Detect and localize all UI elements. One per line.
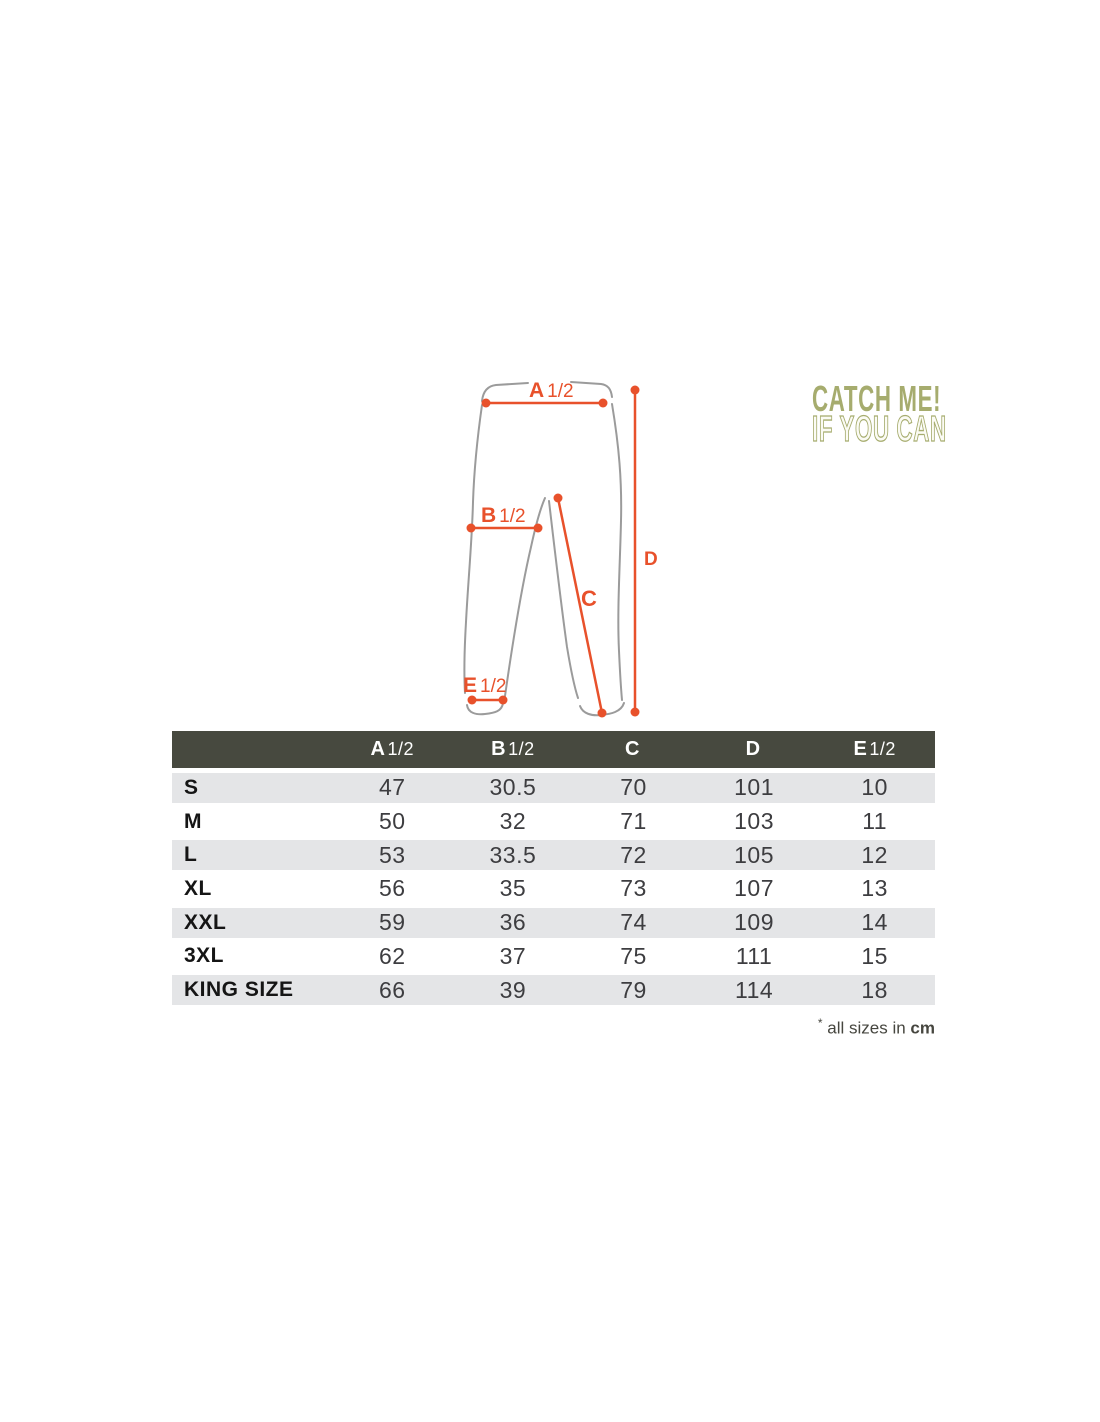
footnote-unit: cm [910,1018,935,1038]
size-row-l [172,838,935,872]
size-value-b: 37 [499,942,527,969]
size-row-m [172,805,935,839]
measure-label-a-fraction: 1/2 [547,381,574,402]
measure-dot [482,399,491,408]
size-value-c: 73 [620,875,647,902]
waist-top-left [482,383,528,401]
size-table-header [172,731,935,771]
size-value-d: 114 [734,976,774,1003]
measure-dot [599,399,608,408]
measure-dot [631,386,640,395]
size-value-a: 59 [379,909,406,936]
size-value-b: 35 [499,875,527,902]
col-header-a-fraction: 1/2 [387,739,415,759]
brand-slogan-line1-text: CATCH ME! [812,378,942,419]
col-header-e [814,738,935,761]
col-header-c-letter: C [625,738,640,760]
size-value-e: 13 [861,875,888,902]
left-cuff-hem [467,703,503,714]
size-value-c: 71 [620,808,647,835]
size-row-xxl [172,906,935,940]
size-value-c: 70 [620,774,647,801]
size-label: XXL [184,910,227,934]
measure-label-e [463,674,506,697]
footnote-text: all sizes in [827,1018,906,1038]
size-value-a: 53 [379,841,406,868]
size-value-b: 32 [499,808,527,835]
size-value-e: 18 [861,976,888,1003]
size-value-b: 36 [499,909,527,936]
measure-label-d-letter: D [644,549,658,570]
size-row-king-size [172,973,935,1007]
size-value-c: 75 [620,942,647,969]
size-value-a: 50 [379,808,406,835]
measure-label-c-letter: C [581,586,597,611]
measure-label-c [581,586,597,611]
size-value-e: 15 [861,942,888,969]
size-value-d: 105 [734,841,775,868]
col-header-b-fraction: 1/2 [508,739,535,759]
waist-top-right [571,382,612,397]
col-header-e-letter: E [853,738,868,760]
measure-label-a-letter: A [529,379,545,402]
size-value-d: 111 [735,942,773,969]
size-value-e: 12 [861,841,888,868]
size-value-b: 39 [499,976,527,1003]
col-header-d-letter: D [745,738,761,760]
size-value-c: 79 [620,976,647,1003]
units-footnote [818,1016,935,1039]
size-value-a: 66 [379,976,406,1003]
col-header-e-fraction: 1/2 [869,739,896,759]
size-value-d: 107 [734,875,775,902]
size-value-b: 33.5 [489,841,537,868]
size-label: XL [184,876,212,900]
brand-slogan-line2-text: IF YOU CAN [812,408,947,449]
measurement-lines [467,386,640,718]
size-row-3xl [172,940,935,974]
size-value-c: 74 [620,909,647,936]
measure-label-b-fraction: 1/2 [499,506,526,527]
measure-dot [631,708,640,717]
size-value-a: 62 [379,942,406,969]
measure-dot [598,709,607,718]
brand-slogan [812,378,1029,449]
measure-label-b [481,504,526,527]
size-value-e: 10 [861,774,888,801]
measure-label-e-letter: E [463,674,478,697]
left-outer-seam [464,405,482,693]
measure-dot [554,494,563,503]
pants-outline [464,382,624,715]
size-table [172,731,935,1007]
measure-dot [467,524,476,533]
size-row-xl [172,872,935,906]
measure-label-a [529,379,574,402]
measure-dot [534,524,543,533]
col-header-a-letter: A [370,738,386,760]
size-label: KING SIZE [184,978,294,1002]
size-label: L [184,843,198,867]
size-row-s [172,771,935,805]
measure-label-b-letter: B [481,504,497,527]
right-outer-seam [612,404,622,700]
size-value-d: 101 [734,774,775,801]
col-header-c [573,738,694,761]
col-header-d [694,738,815,761]
col-header-a [332,738,453,761]
size-value-a: 56 [379,875,406,902]
size-value-b: 30.5 [489,774,537,801]
footnote-asterisk: * [817,1016,823,1030]
measure-label-e-fraction: 1/2 [480,676,507,697]
pants-measurement-diagram [430,370,690,732]
size-value-e: 11 [862,808,888,835]
col-header-b-letter: B [491,738,507,760]
size-label: S [184,775,199,799]
measure-label-d [644,549,658,570]
size-value-d: 103 [734,808,775,835]
col-header-b [453,738,574,761]
size-label: M [184,809,202,833]
size-value-d: 109 [734,909,775,936]
size-value-c: 72 [620,841,647,868]
size-value-a: 47 [379,774,406,801]
size-label: 3XL [184,944,225,968]
brand-slogan-line2 [812,408,1029,449]
size-value-e: 14 [861,909,888,936]
